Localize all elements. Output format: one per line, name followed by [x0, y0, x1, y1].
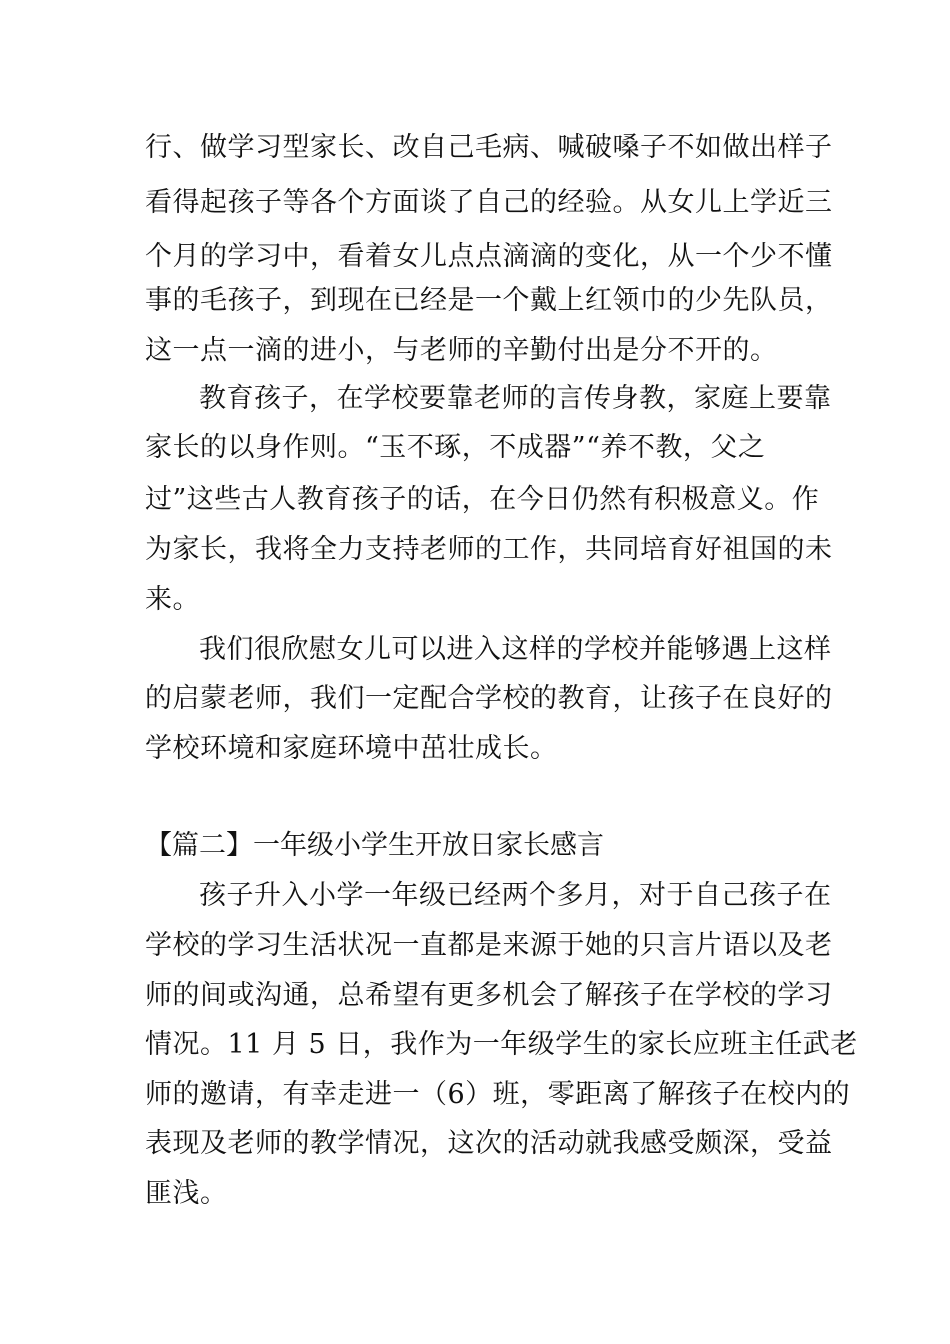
text-line: 师的邀请，有幸走进一（6）班，零距离了解孩子在校内的	[145, 1079, 851, 1110]
text-line: 看得起孩子等各个方面谈了自己的经验。从女儿上学近三	[145, 187, 833, 218]
text-line: 行、做学习型家长、改自己毛病、喊破嗓子不如做出样子	[145, 132, 833, 163]
text-line: 孩子升入小学一年级已经两个多月，对于自己孩子在	[199, 880, 832, 911]
text-line: 情况。11 月 5 日，我作为一年级学生的家长应班主任武老	[145, 1029, 858, 1060]
text-line: 匪浅。	[145, 1178, 228, 1209]
section-heading: 【篇二】一年级小学生开放日家长感言	[145, 830, 604, 861]
text-line: 学校环境和家庭环境中茁壮成长。	[145, 733, 558, 764]
text-line: 事的毛孩子，到现在已经是一个戴上红领巾的少先队员，	[145, 285, 833, 316]
text-line: 学校的学习生活状况一直都是来源于她的只言片语以及老	[145, 930, 833, 961]
text-line: 家长的以身作则。“玉不琢，不成器”“养不教，父之	[145, 432, 766, 463]
text-line: 的启蒙老师，我们一定配合学校的教育，让孩子在良好的	[145, 683, 833, 714]
text-line: 来。	[145, 584, 200, 615]
text-line: 过”这些古人教育孩子的话，在今日仍然有积极意义。作	[145, 484, 820, 515]
text-line: 表现及老师的教学情况，这次的活动就我感受颇深，受益	[145, 1128, 833, 1159]
text-line: 这一点一滴的进小，与老师的辛勤付出是分不开的。	[145, 335, 778, 366]
text-line: 我们很欣慰女儿可以进入这样的学校并能够遇上这样	[199, 634, 832, 665]
text-line: 个月的学习中，看着女儿点点滴滴的变化，从一个少不懂	[145, 241, 833, 272]
text-line: 教育孩子，在学校要靠老师的言传身教，家庭上要靠	[199, 383, 832, 414]
text-line: 为家长，我将全力支持老师的工作，共同培育好祖国的未	[145, 534, 833, 565]
text-line: 师的间或沟通，总希望有更多机会了解孩子在学校的学习	[145, 980, 833, 1011]
